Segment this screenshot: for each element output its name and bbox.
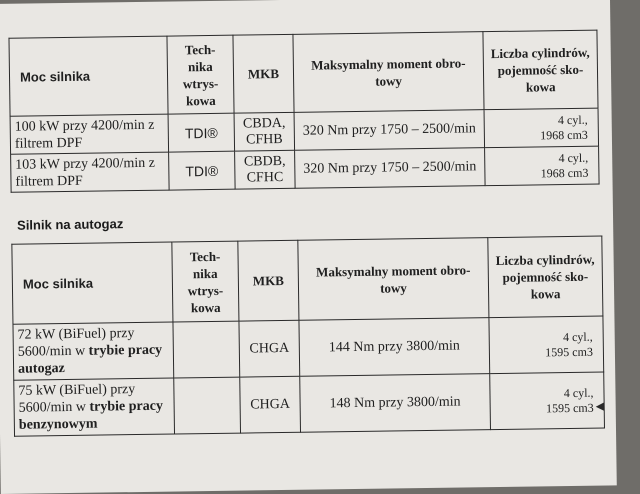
table-header-row [12, 236, 603, 324]
engine-power-text: 72 kW (BiFuel) przy 5600/min w [17, 326, 135, 360]
technology-cell: TDI® [168, 113, 235, 152]
engine-power-cell [13, 322, 174, 380]
header-cylinders-displacement: Liczba cylindrów, pojemność sko- kowa [488, 236, 603, 318]
section-title-autogas: Silnik na autogaz [16, 216, 124, 233]
technology-cell [174, 377, 241, 434]
cylinders-cell: 4 cyl., 1595 cm3 [490, 372, 605, 430]
header-cylinders-displacement: Liczba cylindrów, pojemność sko- kowa [483, 30, 598, 110]
header-engine-power: Moc silnika [12, 242, 173, 324]
torque-cell: 320 Nm przy 1750 – 2500/min [294, 110, 485, 151]
mkb-cell: CBDA, CFHB [234, 112, 295, 151]
table-row [11, 146, 599, 192]
engine-power-cell [14, 378, 175, 436]
cylinders-cell: 4 cyl., 1595 cm3 [489, 316, 604, 374]
mkb-cell: CHGA [239, 320, 300, 377]
header-mkb: MKB [233, 34, 294, 113]
torque-cell: 144 Nm przy 3800/min [299, 318, 490, 377]
operating-mode-text: trybie pracy autogaz [17, 342, 163, 377]
cylinders-cell: 4 cyl., 1968 cm3 [485, 146, 600, 186]
torque-cell: 148 Nm przy 3800/min [300, 374, 491, 433]
mkb-cell: CBDB, CFHC [235, 150, 296, 189]
engine-power-cell: 100 kW przy 4200/min z filtrem DPF [10, 114, 169, 154]
header-injection-technology: Tech- nika wtrys- kowa [172, 241, 239, 322]
technology-cell [173, 321, 240, 378]
header-engine-power: Moc silnika [9, 36, 168, 116]
autogas-engine-table [11, 236, 605, 437]
table-row [14, 372, 605, 436]
engine-power-cell: 103 kW przy 4200/min z filtrem DPF [11, 152, 170, 192]
cylinders-cell: 4 cyl., 1968 cm3 [484, 108, 599, 148]
operating-mode-text: trybie pracy benzynowym [18, 398, 164, 433]
mkb-cell: CHGA [240, 376, 301, 433]
header-injection-technology: Tech- nika wtrys- kowa [167, 35, 234, 114]
diesel-engine-table [8, 30, 599, 193]
page-continue-marker-icon: ◀ [595, 399, 605, 413]
table-header-row [9, 30, 598, 116]
table-row [13, 316, 604, 380]
header-max-torque: Maksymalny moment obro- towy [298, 238, 489, 321]
header-max-torque: Maksymalny moment obro- towy [293, 32, 484, 113]
torque-cell: 320 Nm przy 1750 – 2500/min [295, 148, 486, 189]
header-mkb: MKB [238, 240, 299, 321]
engine-power-text: 75 kW (BiFuel) przy 5600/min w [18, 382, 136, 416]
technology-cell: TDI® [169, 151, 236, 190]
